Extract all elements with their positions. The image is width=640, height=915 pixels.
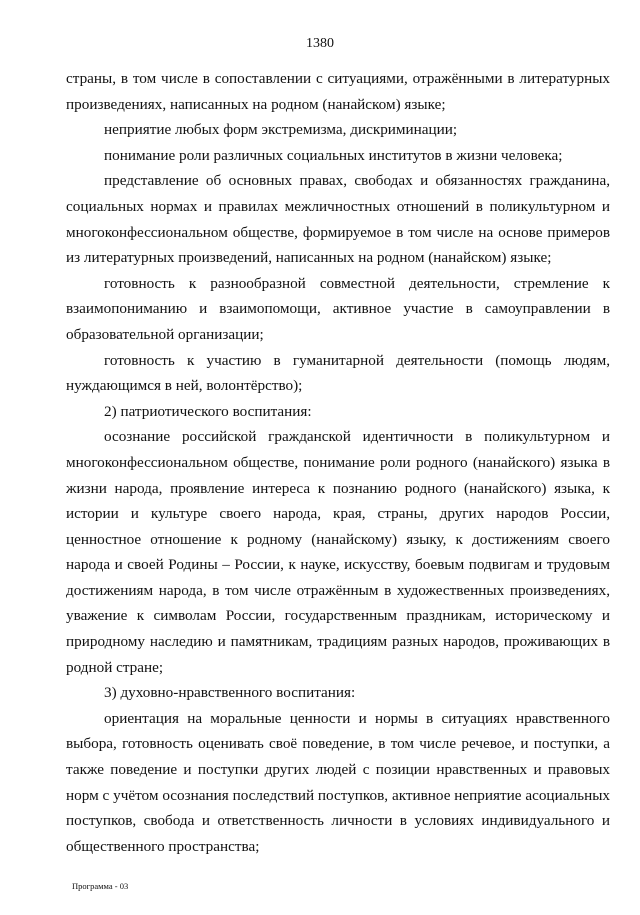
footer-label: Программа - 03 (72, 881, 129, 891)
paragraph: неприятие любых форм экстремизма, дискриминации; (104, 121, 458, 139)
section-heading: 2) патриотического воспитания: (104, 402, 312, 420)
page-number: 1380 (306, 36, 334, 51)
paragraph: готовность к участию в гуманитарной деятельности (помощь людям, нуждающимся в ней, волонтёрство); (66, 351, 610, 395)
paragraph: ориентация на моральные ценности и нормы в ситуациях нравственного выбора, готовность оценивать своё поведение, в том числе речевое, и поступки, а также поведение и поступки других людей с позиции нравственных и правовых норм с учётом осознания последствий поступков, активное неприятие асоциальных поступков, свобода и ответственность личности в условиях индивидуального и общественного пространства; (66, 709, 610, 855)
section-heading: 3) духовно-нравственного воспитания: (104, 684, 356, 702)
paragraph: понимание роли различных социальных институтов в жизни человека; (104, 146, 563, 164)
paragraph: страны, в том числе в сопоставлении с ситуациями, отражёнными в литературных произведениях, написанных на родном (нанайском) языке; (66, 70, 610, 113)
paragraph: готовность к разнообразной совместной деятельности, стремление к взаимопониманию и взаимопомощи, активное участие в самоуправлении в образовательной организации; (66, 274, 610, 343)
paragraph: осознание российской гражданской идентичности в поликультурном и многоконфессиональном обществе, понимание роли родного (нанайского) языка в жизни народа, проявление интереса к познанию родного (нанайского) языка, к истории и культуре своего народа, края, страны, других народов России, ценностное отношение к родному (нанайскому) языку, к достижениям своего народа и своей Родины – России, к науке, искусству, боевым подвигам и трудовым достижениям народа, в том числе отражённым в художественных произведениях, уважение к символам России, государственным праздникам, историческому и природному наследию и памятникам, традициям разных народов, проживающих в родной стране; (66, 428, 610, 676)
document-body (66, 66, 610, 859)
paragraph: представление об основных правах, свободах и обязанностях гражданина, социальных нормах и правилах межличностных отношений в поликультурном и многоконфессиональном обществе, формируемое в том числе на основе примеров из литературных произведений, написанных на родном (нанайском) языке; (66, 172, 610, 267)
